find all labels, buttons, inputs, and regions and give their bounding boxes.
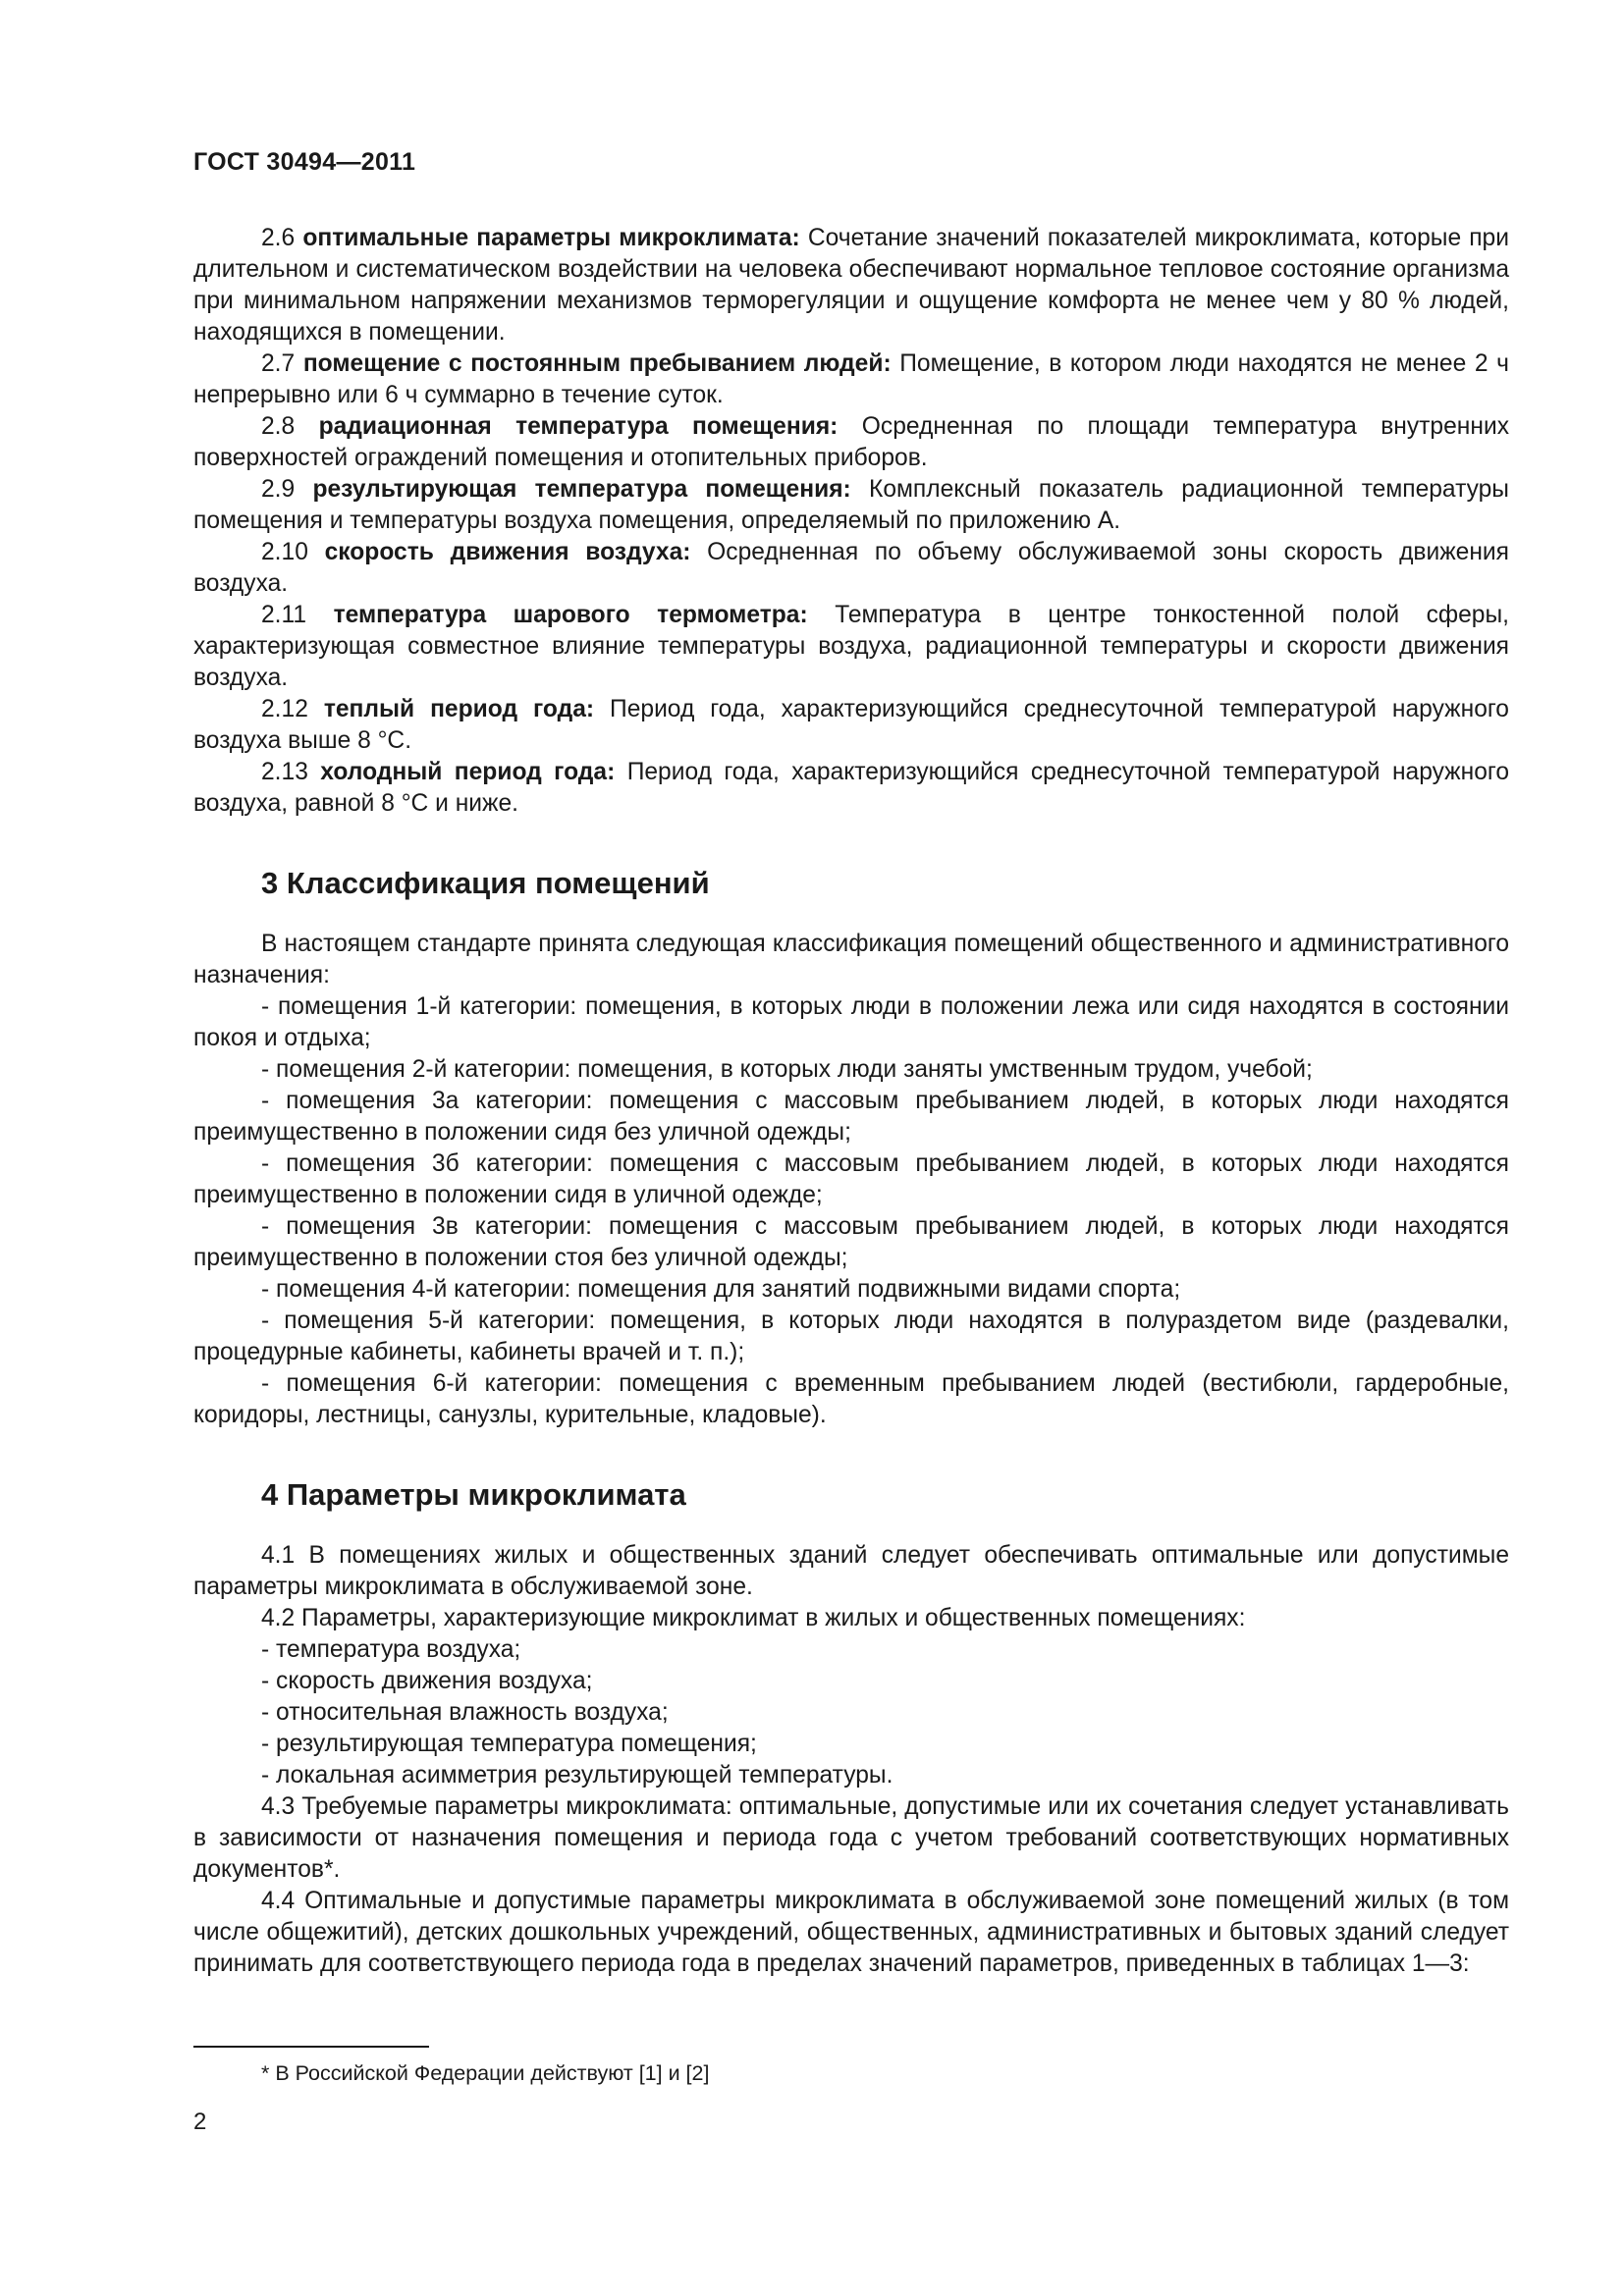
definition-2-13 bbox=[193, 757, 1509, 820]
page-content bbox=[193, 223, 1509, 1980]
clause-number: 2.12 bbox=[261, 696, 308, 722]
page-number: 2 bbox=[193, 2109, 207, 2135]
document-header: ГОСТ 30494—2011 bbox=[193, 148, 416, 176]
clause-4-1: 4.1 В помещениях жилых и общественных зданий следует обеспечивать оптимальные или допустимые параметры микроклимата в обслуживаемой зоне. bbox=[193, 1542, 1509, 1600]
term: холодный период года: bbox=[320, 759, 616, 785]
clause-4-4: 4.4 Оптимальные и допустимые параметры микроклимата в обслуживаемой зоне помещений жилых (в том числе общежитий), детских дошкольных учреждений, общественных, административных и бытовых зданий следует принимать для соответствующего периода года в пределах значений параметров, приведенных в таблицах 1—3: bbox=[193, 1888, 1509, 1977]
definition-text: Осредненная по площади температура внутренних поверхностей ограждений помещения и отопительных приборов. bbox=[193, 413, 1509, 471]
term: оптимальные параметры микроклимата: bbox=[302, 225, 800, 251]
section-3-intro: В настоящем стандарте принята следующая классификация помещений общественного и административного назначения: bbox=[193, 931, 1509, 988]
clause-4-3: 4.3 Требуемые параметры микроклимата: оптимальные, допустимые или их сочетания следует устанавливать в зависимости от назначения помещения и периода года с учетом требований соответствующих нормативных документов*. bbox=[193, 1793, 1509, 1883]
category-item: - помещения 3а категории: помещения с массовым пребыванием людей, в которых люди находятся преимущественно в положении сидя без уличной одежды; bbox=[193, 1088, 1509, 1146]
category-item: - помещения 3в категории: помещения с массовым пребыванием людей, в которых люди находятся преимущественно в положении стоя без уличной одежды; bbox=[193, 1213, 1509, 1271]
definition-text: Температура в центре тонкостенной полой сферы, характеризующая совместное влияние температуры воздуха, радиационной температуры и скорости движения воздуха. bbox=[193, 602, 1509, 691]
section-4-heading: 4 Параметры микроклимата bbox=[261, 1477, 686, 1512]
footnote: * В Российской Федерации действуют [1] и [2] bbox=[261, 2061, 710, 2085]
clause-number: 2.9 bbox=[261, 476, 296, 503]
parameter-item: - относительная влажность воздуха; bbox=[261, 1699, 669, 1726]
category-item: - помещения 3б категории: помещения с массовым пребыванием людей, в которых люди находятся преимущественно в положении сидя в уличной одежде; bbox=[193, 1150, 1509, 1208]
parameter-item: - скорость движения воздуха; bbox=[261, 1668, 593, 1694]
category-item: - помещения 1-й категории: помещения, в которых люди в положении лежа или сидя находятся в состоянии покоя и отдыха; bbox=[193, 993, 1509, 1051]
category-item: - помещения 2-й категории: помещения, в которых люди заняты умственным трудом, учебой; bbox=[261, 1056, 1313, 1083]
category-item: - помещения 4-й категории: помещения для занятий подвижными видами спорта; bbox=[261, 1276, 1181, 1303]
definition-2-7 bbox=[193, 348, 1509, 411]
footnote-divider bbox=[193, 2046, 429, 2048]
clause-4-2: 4.2 Параметры, характеризующие микроклимат в жилых и общественных помещениях: bbox=[261, 1605, 1246, 1631]
definition-2-12 bbox=[193, 694, 1509, 757]
term: радиационная температура помещения: bbox=[318, 413, 839, 440]
definition-2-9 bbox=[193, 474, 1509, 537]
definition-text: Комплексный показатель радиационной температуры помещения и температуры воздуха помещения, определяемый по приложению А. bbox=[193, 476, 1509, 534]
definition-text: Осредненная по объему обслуживаемой зоны скорость движения воздуха. bbox=[193, 539, 1509, 597]
definition-2-11 bbox=[193, 600, 1509, 694]
clause-number: 2.10 bbox=[261, 539, 308, 565]
clause-number: 2.8 bbox=[261, 413, 296, 440]
definition-text: Период года, характеризующийся среднесуточной температурой наружного воздуха, равной 8 °С и ниже. bbox=[193, 759, 1510, 817]
parameter-item: - локальная асимметрия результирующей температуры. bbox=[261, 1762, 893, 1789]
clause-number: 2.7 bbox=[261, 350, 296, 377]
category-item: - помещения 6-й категории: помещения с временным пребыванием людей (вестибюли, гардеробные, коридоры, лестницы, санузлы, курительные, кладовые). bbox=[193, 1370, 1509, 1428]
definition-2-8 bbox=[193, 411, 1509, 474]
term: результирующая температура помещения: bbox=[312, 476, 851, 503]
parameter-item: - результирующая температура помещения; bbox=[261, 1731, 757, 1757]
parameter-item: - температура воздуха; bbox=[261, 1636, 521, 1663]
term: температура шарового термометра: bbox=[333, 602, 808, 628]
definition-text: Период года, характеризующийся среднесуточной температурой наружного воздуха выше 8 °С. bbox=[193, 696, 1509, 754]
definition-text: Сочетание значений показателей микроклимата, которые при длительном и систематическом воздействии на человека обеспечивают нормальное тепловое состояние организма при минимальном напряжении механизмов терморегуляции и ощущение комфорта не менее чем у 80 % людей, находящихся в помещении. bbox=[193, 225, 1509, 346]
section-3-heading: 3 Классификация помещений bbox=[261, 866, 710, 900]
term: теплый период года: bbox=[323, 696, 595, 722]
clause-number: 2.6 bbox=[261, 225, 296, 251]
term: скорость движения воздуха: bbox=[324, 539, 691, 565]
category-item: - помещения 5-й категории: помещения, в которых люди находятся в полураздетом виде (раздевалки, процедурные кабинеты, кабинеты врачей и т. п.); bbox=[193, 1308, 1509, 1365]
definition-2-6 bbox=[193, 223, 1509, 348]
clause-number: 2.11 bbox=[261, 602, 307, 628]
clause-number: 2.13 bbox=[261, 759, 308, 785]
definition-text: Помещение, в котором люди находятся не менее 2 ч непрерывно или 6 ч суммарно в течение суток. bbox=[193, 350, 1509, 408]
term: помещение с постоянным пребыванием людей: bbox=[302, 350, 892, 377]
definition-2-10 bbox=[193, 537, 1509, 600]
